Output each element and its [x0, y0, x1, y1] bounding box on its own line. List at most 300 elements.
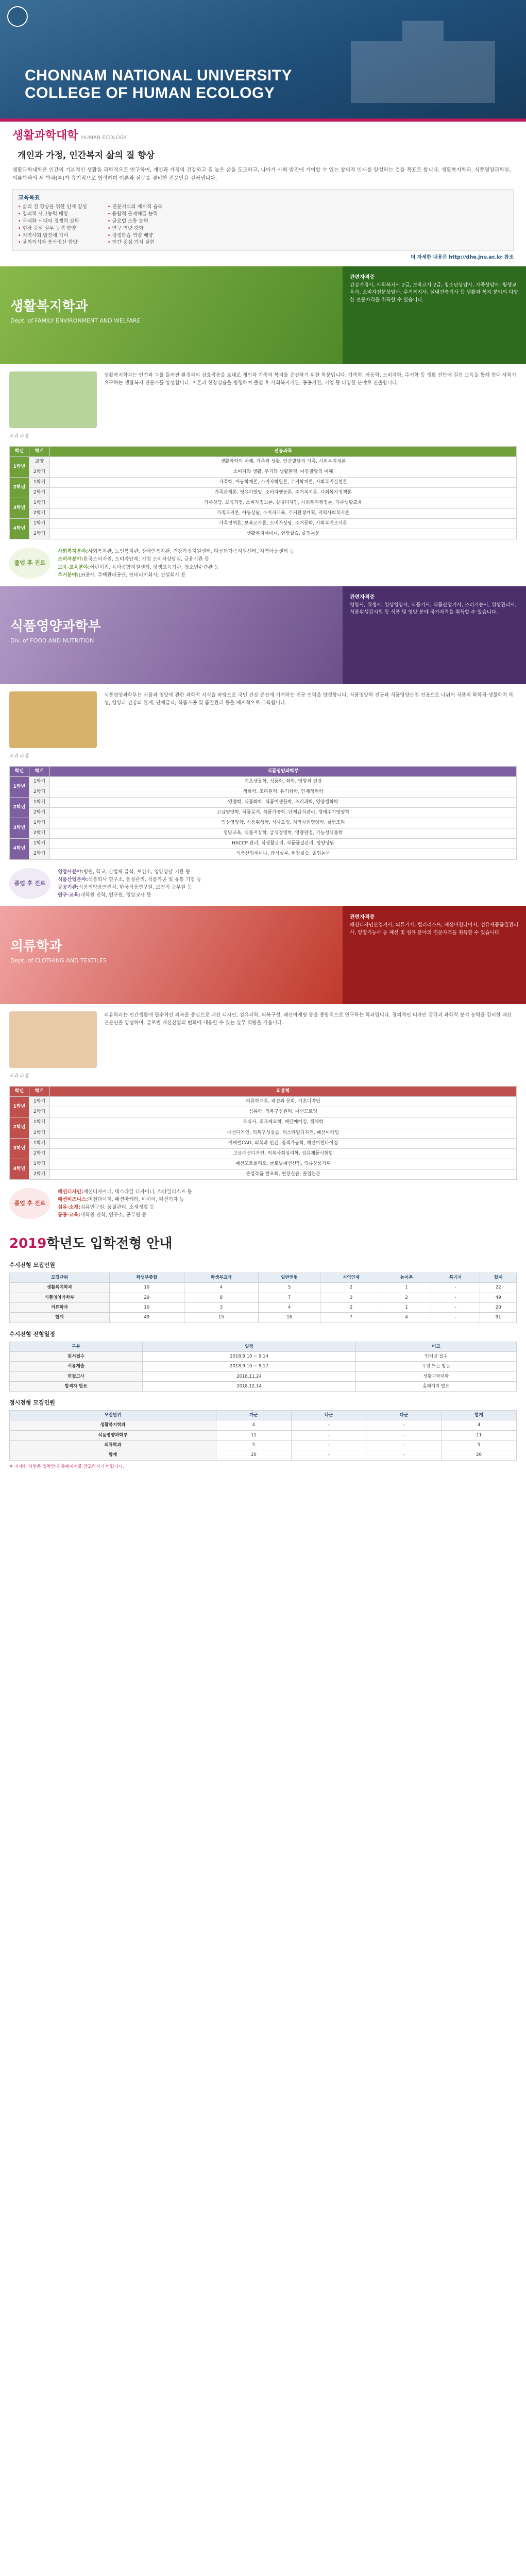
- career-block: [9, 548, 517, 579]
- curriculum-header: 학기: [29, 1087, 50, 1097]
- career-key: 패션디자인:: [58, 1189, 83, 1195]
- curriculum-header: 학기: [29, 767, 50, 777]
- curriculum-row: [10, 456, 517, 467]
- certs-text: 패션디자인산업기사, 의류기사, 컬러리스트, 패션머천다이저, 섬유제품품질관리사, 양장기능사 등 패션 및 섬유 분야의 전문자격을 취득할 수 있습니다.: [350, 922, 519, 936]
- career-item: [58, 1204, 192, 1211]
- dept-intro: [9, 371, 517, 428]
- university-logo: [7, 6, 28, 27]
- table-row: [10, 1450, 517, 1460]
- year-cell: 3학년: [10, 1138, 29, 1159]
- subjects-cell: 생활과학의 이해, 가족과 생활, 인간발달과 가족, 사회복지개론: [50, 456, 517, 467]
- semester-cell: 1학기: [29, 839, 50, 849]
- table-row: [10, 1362, 517, 1371]
- year-cell: 1학년: [10, 456, 29, 477]
- dept-body: [0, 1004, 526, 1226]
- career-key: 패션비즈니스:: [58, 1196, 88, 1202]
- table-cell: 4: [259, 1303, 320, 1313]
- goal-item: • 삶의 질 향상을 위한 인재 양성: [18, 204, 87, 211]
- table-cell: 49: [110, 1313, 184, 1323]
- table-cell: 20: [442, 1450, 517, 1460]
- admission-year: 2019: [9, 1236, 47, 1252]
- career-item: [58, 868, 201, 876]
- career-item: [58, 876, 201, 884]
- year-cell: 2학년: [10, 1117, 29, 1138]
- career-block: [9, 1188, 517, 1219]
- dept-body: [0, 364, 526, 586]
- curriculum-row: [10, 828, 517, 839]
- table-cell: -: [431, 1283, 480, 1293]
- career-item: [58, 571, 294, 579]
- subjects-cell: 식품산업세미나, 급식실무, 현장실습, 졸업논문: [50, 849, 517, 859]
- table-header: 일반전형: [259, 1273, 320, 1283]
- table-cell: 원서접수: [10, 1351, 143, 1361]
- curriculum-row: [10, 1128, 517, 1138]
- table-cell: 면접고사: [10, 1371, 143, 1381]
- table-cell: 홈페이지 발표: [355, 1381, 516, 1391]
- semester-cell: 2학기: [29, 467, 50, 477]
- certs-text: 영양사, 위생사, 임상영양사, 식품기사, 식품산업기사, 조리기능사, 위생관리사, 식품위생감시원 등 식품 및 영양 분야 국가자격을 취득할 수 있습니다.: [350, 602, 517, 616]
- goal-item: • 전문지식의 체계적 습득: [108, 204, 162, 211]
- college-subtitle: HUMAN ECOLOGY: [81, 135, 127, 141]
- table-cell: 합계: [10, 1450, 216, 1460]
- curriculum-row: [10, 1107, 517, 1117]
- semester-cell: 1학기: [29, 1159, 50, 1169]
- curriculum-row: [10, 529, 517, 539]
- career-value: 병원, 학교, 산업체 급식, 보건소, 영양상담 기관 등: [83, 869, 191, 875]
- curriculum-header: 식품영양과학부: [50, 767, 517, 777]
- departments: [0, 266, 526, 1227]
- goals-list-right: [108, 204, 162, 246]
- curriculum-row: [10, 1117, 517, 1128]
- career-key: 영양사분야:: [58, 869, 83, 875]
- career-block: [9, 868, 517, 900]
- subjects-cell: 고급패션디자인, 의복사회심리학, 섬유제품시험법: [50, 1148, 517, 1159]
- table-cell: 20: [216, 1450, 292, 1460]
- dept-intro-text: 의류학과는 인간생활에 필수적인 의복을 중심으로 패션 디자인, 섬유과학, 의복구성, 패션마케팅 등을 종합적으로 연구하는 학과입니다. 창의적인 디자인 감각과 과학적 분석 능력을 겸비한 패션 전문인을 양성하며, 글로벌 패션산업의 변화에 대응할 수 있는 실무 역량을 키웁니다.: [104, 1012, 512, 1026]
- table-cell: 20: [480, 1303, 517, 1313]
- career-item: [58, 548, 294, 555]
- semester-cell: 2학기: [29, 1148, 50, 1159]
- career-item: [58, 1196, 192, 1204]
- subjects-cell: 소비자와 생활, 주거와 생활환경, 아동발달의 이해: [50, 467, 517, 477]
- table-cell: -: [431, 1313, 480, 1323]
- semester-cell: 1학기: [29, 519, 50, 529]
- table-cell: 의류학과: [10, 1440, 216, 1450]
- table-cell: 2018.11.24: [143, 1371, 356, 1381]
- year-cell: 2학년: [10, 478, 29, 498]
- table-cell: 2018.9.10 ~ 9.17: [143, 1362, 356, 1371]
- admission-note: ※ 자세한 사항은 입학안내 홈페이지를 참고하시기 바랍니다.: [9, 1464, 125, 1469]
- semester-cell: 1학기: [29, 1138, 50, 1148]
- curriculum-row: [10, 818, 517, 828]
- table-cell: 생활복지학과: [10, 1283, 110, 1293]
- goal-item: • 지역사회 발전에 기여: [18, 232, 87, 240]
- semester-cell: 2학기: [29, 1107, 50, 1117]
- semester-cell: 1학기: [29, 818, 50, 828]
- subjects-cell: 패션포트폴리오, 글로벌패션산업, 의류상품기획: [50, 1159, 517, 1169]
- table-cell: 2018.12.14: [143, 1381, 356, 1391]
- goals-list-left: [18, 204, 87, 246]
- curriculum-header: 학년: [10, 1087, 29, 1097]
- early-schedule-table: [9, 1342, 517, 1392]
- table-cell: 1: [382, 1303, 431, 1313]
- table-cell: 5: [442, 1440, 517, 1450]
- table-cell: 8: [184, 1293, 259, 1302]
- curriculum-header: 학년: [10, 767, 29, 777]
- subjects-cell: 복식사, 의복재료학, 패턴메이킹, 색채학: [50, 1117, 517, 1128]
- curriculum-row: [10, 808, 517, 818]
- goal-item: • 인간 중심 가치 실현: [108, 239, 162, 246]
- career-key: 공공·교육:: [58, 1212, 81, 1218]
- curriculum-row: [10, 787, 517, 798]
- goal-item: • 평생학습 역량 배양: [108, 232, 162, 240]
- semester-cell: 2학기: [29, 529, 50, 539]
- semester-cell: 1학기: [29, 498, 50, 509]
- career-item: [58, 564, 294, 571]
- hero-title: [25, 67, 292, 102]
- hero-banner: [0, 0, 526, 118]
- curriculum-row: [10, 498, 517, 509]
- table-header: 학생부종합: [110, 1273, 184, 1283]
- table-cell: 29: [110, 1293, 184, 1302]
- subjects-cell: 고급영양학, 식품분석, 식품가공학, 단체급식관리, 생애주기영양학: [50, 808, 517, 818]
- subjects-cell: 임상영양학, 식품위생학, 식사요법, 지역사회영양학, 실험조리: [50, 818, 517, 828]
- career-item: [58, 555, 294, 563]
- curriculum-header: 의류학: [50, 1087, 517, 1097]
- semester-cell: 2학기: [29, 787, 50, 798]
- table-row: [10, 1371, 517, 1381]
- year-cell: 2학년: [10, 798, 29, 818]
- table-cell: 2: [382, 1293, 431, 1302]
- table-cell: 7: [259, 1293, 320, 1302]
- admission-section: [0, 1226, 526, 1478]
- goal-item: • 글로벌 소통 능력: [108, 218, 162, 225]
- semester-cell: 1학기: [29, 798, 50, 808]
- table-cell: 식품영양과학부: [10, 1430, 216, 1440]
- career-value: 대학원 진학, 연구소, 공무원 등: [80, 1212, 147, 1218]
- table-header: 나군: [291, 1411, 366, 1420]
- table-cell: -: [291, 1440, 366, 1450]
- table-cell: 10: [110, 1303, 184, 1313]
- curriculum-table: [9, 766, 517, 859]
- curriculum-row: [10, 1138, 517, 1148]
- career-key: 섬유·소재:: [58, 1205, 81, 1211]
- early-quota-table: [9, 1273, 517, 1323]
- career-text: [58, 868, 201, 900]
- year-cell: 3학년: [10, 498, 29, 519]
- admission-title-text: 학년도 입학전형 안내: [46, 1236, 173, 1252]
- curriculum-table: [9, 1086, 517, 1179]
- dept-certs: [343, 906, 526, 1004]
- table-cell: -: [366, 1440, 442, 1450]
- year-cell: 4학년: [10, 839, 29, 859]
- subjects-cell: 기초생물학, 식품학, 화학, 영양과 건강: [50, 777, 517, 787]
- curriculum-row: [10, 519, 517, 529]
- dept-title: 생활복지학과: [10, 298, 88, 314]
- curriculum-row: [10, 1148, 517, 1159]
- subjects-cell: 가족복지론, 아동상담, 소비자교육, 주거환경계획, 지역사회복지론: [50, 509, 517, 519]
- curriculum-row: [10, 1097, 517, 1107]
- table-cell: 4: [382, 1313, 431, 1323]
- semester-cell: 2학기: [29, 808, 50, 818]
- certs-title: 관련자격증: [350, 274, 375, 280]
- curriculum-row: [10, 849, 517, 859]
- certs-title: 관련자격증: [350, 914, 375, 921]
- table-header: 비고: [355, 1342, 516, 1351]
- table-cell: 2018.9.10 ~ 9.14: [143, 1351, 356, 1361]
- table-cell: -: [291, 1450, 366, 1460]
- curriculum-label: 교과 과정: [9, 433, 29, 439]
- career-key: 연구·교육:: [58, 892, 81, 899]
- table-header: 합계: [480, 1273, 517, 1283]
- semester-cell: 2학기: [29, 1128, 50, 1138]
- table-cell: 5: [259, 1283, 320, 1293]
- career-value: 어린이집, 육아종합지원센터, 평생교육기관, 청소년수련관 등: [90, 564, 219, 570]
- table-cell: 4: [216, 1420, 292, 1430]
- dept-title-block: [0, 586, 343, 684]
- curriculum-row: [10, 478, 517, 488]
- goal-item: • 창의적 사고능력 배양: [18, 211, 87, 218]
- career-badge: 졸업 후 진로: [9, 1188, 50, 1219]
- table-cell: -: [366, 1430, 442, 1440]
- admission-sub3: 정시전형 모집인원: [9, 1399, 55, 1406]
- table-cell: 10: [110, 1283, 184, 1293]
- career-value: 패션디자이너, 텍스타일 디자이너, 스타일리스트 등: [83, 1189, 192, 1195]
- table-cell: 15: [184, 1313, 259, 1323]
- table-cell: 생활복지학과: [10, 1420, 216, 1430]
- table-header: 가군: [216, 1411, 292, 1420]
- table-cell: -: [431, 1293, 480, 1302]
- curriculum-header: 학기: [29, 446, 50, 456]
- career-key: 공공기관:: [58, 884, 79, 890]
- table-row: [10, 1303, 517, 1313]
- table-cell: 3: [320, 1293, 382, 1302]
- subjects-cell: 생화학, 조리원리, 유기화학, 인체생리학: [50, 787, 517, 798]
- table-cell: -: [291, 1420, 366, 1430]
- curriculum-row: [10, 467, 517, 477]
- table-cell: 11: [442, 1430, 517, 1440]
- curriculum-label: 교과 과정: [9, 754, 29, 759]
- dept-eng-title: Dept. of FAMILY ENVIRONMENT AND WELFARE: [10, 317, 141, 324]
- college-intro: [0, 122, 526, 266]
- table-cell: 합계: [10, 1313, 110, 1323]
- table-header: 모집단위: [10, 1273, 110, 1283]
- career-badge: 졸업 후 진로: [9, 548, 50, 579]
- career-key: 보육·교육분야:: [58, 564, 90, 570]
- certs-text: 건강가정사, 사회복지사 2급, 보육교사 2급, 청소년상담사, 가족상담사, 평생교육사, 소비자전문상담사, 주거복지사, 실내건축기사 등 생활과 복지 분야의 다양한 전문자격을 취득할 수 있습니다.: [350, 282, 518, 303]
- table-row: [10, 1420, 517, 1430]
- curriculum-header: 학년: [10, 446, 29, 456]
- hero-title-line2: COLLEGE OF HUMAN ECOLOGY: [25, 84, 275, 101]
- career-value: 한국소비자원, 소비자단체, 기업 소비자상담실, 금융기관 등: [83, 556, 210, 563]
- regular-quota-table: [9, 1410, 517, 1461]
- semester-cell: 1학기: [29, 1117, 50, 1128]
- year-cell: 4학년: [10, 519, 29, 539]
- college-paragraph: 생활과학대학은 인간의 기본적인 생활을 과학적으로 연구하여, 개인과 가정의 건강하고 질 높은 삶을 도모하고, 나아가 사회 발전에 기여할 수 있는 창의적 인재를 양성하는 것을 목표로 합니다. 생활복지학과, 식품영양과학부, 의류학과의 세 학과(부)가 유기적으로 협력하며 이론과 실무를 겸비한 전문인을 길러냅니다.: [12, 167, 511, 181]
- curriculum-row: [10, 777, 517, 787]
- subjects-cell: HACCP 관리, 식생활관리, 식품품질관리, 영양상담: [50, 839, 517, 849]
- career-value: 식품회사 연구소, 품질관리, 식품가공 및 유통 기업 등: [88, 876, 201, 883]
- table-row: [10, 1430, 517, 1440]
- semester-cell: 2학기: [29, 1169, 50, 1179]
- table-cell: 우편 또는 방문: [355, 1362, 516, 1371]
- dept-intro-text: 생활복지학과는 인간과 그를 둘러싼 환경과의 상호작용을 토대로 개인과 가족의 복지를 증진하기 위한 학문입니다. 가족학, 아동학, 소비자학, 주거학 등 생활 전반에 걸친 교육을 통해 현대 사회가 요구하는 생활복지 전문가를 양성합니다. 이론과 현장실습을 병행하여 졸업 후 사회복지기관, 공공기관, 기업 등 다양한 분야로 진출합니다.: [104, 372, 517, 386]
- subjects-cell: 가족상담, 보육과정, 소비자정보론, 실내디자인, 사회복지행정론, 가족생활교육: [50, 498, 517, 509]
- dept-eng-title: Dept. of CLOTHING AND TEXTILES: [10, 957, 107, 964]
- goal-item: • 융합적 문제해결 능력: [108, 211, 162, 218]
- dept-title-block: [0, 266, 343, 364]
- subjects-cell: 섬유학, 의복구성원리, 패션드로잉: [50, 1107, 517, 1117]
- curriculum-row: [10, 488, 517, 498]
- year-cell: 3학년: [10, 818, 29, 839]
- table-cell: 11: [216, 1430, 292, 1440]
- goals-label: 교육목표: [18, 194, 40, 201]
- table-cell: 2: [320, 1283, 382, 1293]
- curriculum-row: [10, 509, 517, 519]
- table-cell: 4: [184, 1283, 259, 1293]
- subjects-cell: 패션디자인, 의복구성실습, 텍스타일디자인, 패션마케팅: [50, 1128, 517, 1138]
- college-title: [12, 128, 514, 144]
- table-header: 일정: [143, 1342, 356, 1351]
- career-text: [58, 1188, 192, 1219]
- subjects-cell: 영양교육, 식품저장학, 급식경영학, 영양판정, 기능성식품학: [50, 828, 517, 839]
- goals-box: [12, 189, 514, 251]
- more-info-text[interactable]: 더 자세한 내용은 http://dhe.jnu.ac.kr 참조: [411, 255, 514, 261]
- career-item: [58, 891, 201, 899]
- certs-title: 관련자격증: [350, 595, 375, 601]
- table-row: [10, 1351, 517, 1361]
- table-cell: -: [291, 1430, 366, 1440]
- dept-certs: [343, 266, 526, 364]
- curriculum-row: [10, 1169, 517, 1179]
- more-info-link[interactable]: [12, 254, 514, 261]
- subjects-cell: 가족관계론, 영유아발달, 소비자행동론, 주거복지론, 사회복지정책론: [50, 488, 517, 498]
- goal-item: • 연구 역량 강화: [108, 225, 162, 232]
- dept-intro: [9, 1011, 517, 1068]
- semester-cell: 2학기: [29, 849, 50, 859]
- career-item: [58, 1188, 192, 1196]
- table-cell: 의류학과: [10, 1303, 110, 1313]
- subjects-cell: 의류학개론, 패션과 문화, 기초디자인: [50, 1097, 517, 1107]
- curriculum-table: [9, 446, 517, 539]
- semester-cell: 1학기: [29, 1097, 50, 1107]
- career-item: [58, 884, 201, 891]
- spacer: [0, 1478, 526, 2576]
- career-item: [58, 1211, 192, 1219]
- year-cell: 1학년: [10, 1097, 29, 1117]
- career-key: 주거분야:: [58, 572, 79, 578]
- dept-intro-text: 식품영양과학부는 식품과 영양에 관한 과학적 지식을 바탕으로 국민 건강 증진에 기여하는 전문 인력을 양성합니다. 식품영양학 전공과 식품영양산업 전공으로 나뉘어 식품의 화학적·생물학적 특성, 영양과 건강의 관계, 단체급식, 식품가공 및 품질관리 등을 체계적으로 교육합니다.: [104, 692, 514, 706]
- career-value: 식품의약품안전처, 한국식품연구원, 보건직 공무원 등: [78, 884, 192, 890]
- career-key: 식품산업분야:: [58, 876, 88, 883]
- career-badge: 졸업 후 진로: [9, 868, 50, 899]
- vision-statement: 개인과 가정, 인간복지 삶의 질 향상: [18, 150, 155, 161]
- table-header: 특기자: [431, 1273, 480, 1283]
- goal-item: • 윤리의식과 봉사정신 함양: [18, 239, 87, 246]
- dept-header: [0, 266, 526, 364]
- table-cell: 생활과학대학: [355, 1371, 516, 1381]
- goal-item: • 현장 중심 실무 능력 함양: [18, 225, 87, 232]
- goal-item: • 국제화 시대의 경쟁력 강화: [18, 218, 87, 225]
- hero-title-line1: CHONNAM NATIONAL UNIVERSITY: [25, 67, 293, 84]
- table-cell: -: [431, 1303, 480, 1313]
- dept-header: [0, 586, 526, 684]
- college-title-text: 생활과학대학: [12, 129, 78, 142]
- subjects-cell: 졸업작품 발표회, 현장실습, 졸업논문: [50, 1169, 517, 1179]
- subjects-cell: 가족정책론, 보육교사론, 소비자상담, 주거문화, 사회복지조사론: [50, 519, 517, 529]
- dept-eng-title: Div. of FOOD AND NUTRITION: [10, 637, 94, 644]
- table-cell: 2: [320, 1303, 382, 1313]
- table-cell: -: [366, 1420, 442, 1430]
- curriculum-label: 교과 과정: [9, 1074, 29, 1079]
- table-header: 구분: [10, 1342, 143, 1351]
- dept-certs: [343, 586, 526, 684]
- table-header: 지역인재: [320, 1273, 382, 1283]
- year-cell: 4학년: [10, 1159, 29, 1179]
- table-cell: 49: [480, 1293, 517, 1302]
- career-value: 머천다이저, 패션마케터, 바이어, 패션기자 등: [88, 1196, 184, 1202]
- dept-title-block: [0, 906, 343, 1004]
- curriculum-row: [10, 839, 517, 849]
- table-cell: 22: [480, 1283, 517, 1293]
- dept-header: [0, 906, 526, 1004]
- table-cell: 인터넷 접수: [355, 1351, 516, 1361]
- table-row: [10, 1313, 517, 1323]
- table-cell: 7: [320, 1313, 382, 1323]
- table-header: 모집단위: [10, 1411, 216, 1420]
- year-cell: 1학년: [10, 777, 29, 798]
- semester-cell: 2학기: [29, 509, 50, 519]
- table-cell: 3: [184, 1303, 259, 1313]
- table-header: 학생부교과: [184, 1273, 259, 1283]
- dept-photo: [9, 1011, 97, 1068]
- career-key: 사회복지분야:: [58, 549, 88, 555]
- table-cell: 91: [480, 1313, 517, 1323]
- semester-cell: 1학기: [29, 777, 50, 787]
- table-header: 다군: [366, 1411, 442, 1420]
- admission-title: [9, 1234, 517, 1254]
- subjects-cell: 영양학, 식품화학, 식품미생물학, 조리과학, 영양생화학: [50, 798, 517, 808]
- career-text: [58, 548, 294, 579]
- semester-cell: 2학기: [29, 828, 50, 839]
- admission-sub1: 수시전형 모집인원: [9, 1262, 55, 1269]
- table-cell: -: [366, 1450, 442, 1460]
- dept-body: [0, 684, 526, 906]
- dept-title: 식품영양과학부: [10, 619, 101, 635]
- subjects-cell: 어패럴CAD, 의복과 인간, 염색가공학, 패션머천다이징: [50, 1138, 517, 1148]
- building-illustration: [341, 10, 505, 103]
- admission-sub2: 수시전형 전형일정: [9, 1330, 55, 1337]
- dept-photo: [9, 691, 97, 748]
- table-cell: 5: [216, 1440, 292, 1450]
- semester-cell: 2학기: [29, 488, 50, 498]
- curriculum-row: [10, 1159, 517, 1169]
- table-header: 합계: [442, 1411, 517, 1420]
- subjects-cell: 가족학, 아동학개론, 소비자학원론, 주거학개론, 사회복지실천론: [50, 478, 517, 488]
- table-header: 농어촌: [382, 1273, 431, 1283]
- career-value: 사회복지관, 노인복지관, 장애인복지관, 건강가정지원센터, 다문화가족지원센터, 지역아동센터 등: [88, 549, 295, 555]
- table-cell: 식품영양과학부: [10, 1293, 110, 1302]
- curriculum-header: 전공과목: [50, 446, 517, 456]
- table-row: [10, 1293, 517, 1302]
- dept-photo: [9, 371, 97, 428]
- table-row: [10, 1381, 517, 1391]
- career-value: 대학원 진학, 연구원, 영양교사 등: [80, 892, 151, 899]
- dept-intro: [9, 691, 517, 748]
- table-cell: 16: [259, 1313, 320, 1323]
- table-cell: 1: [382, 1283, 431, 1293]
- table-cell: 서류제출: [10, 1362, 143, 1371]
